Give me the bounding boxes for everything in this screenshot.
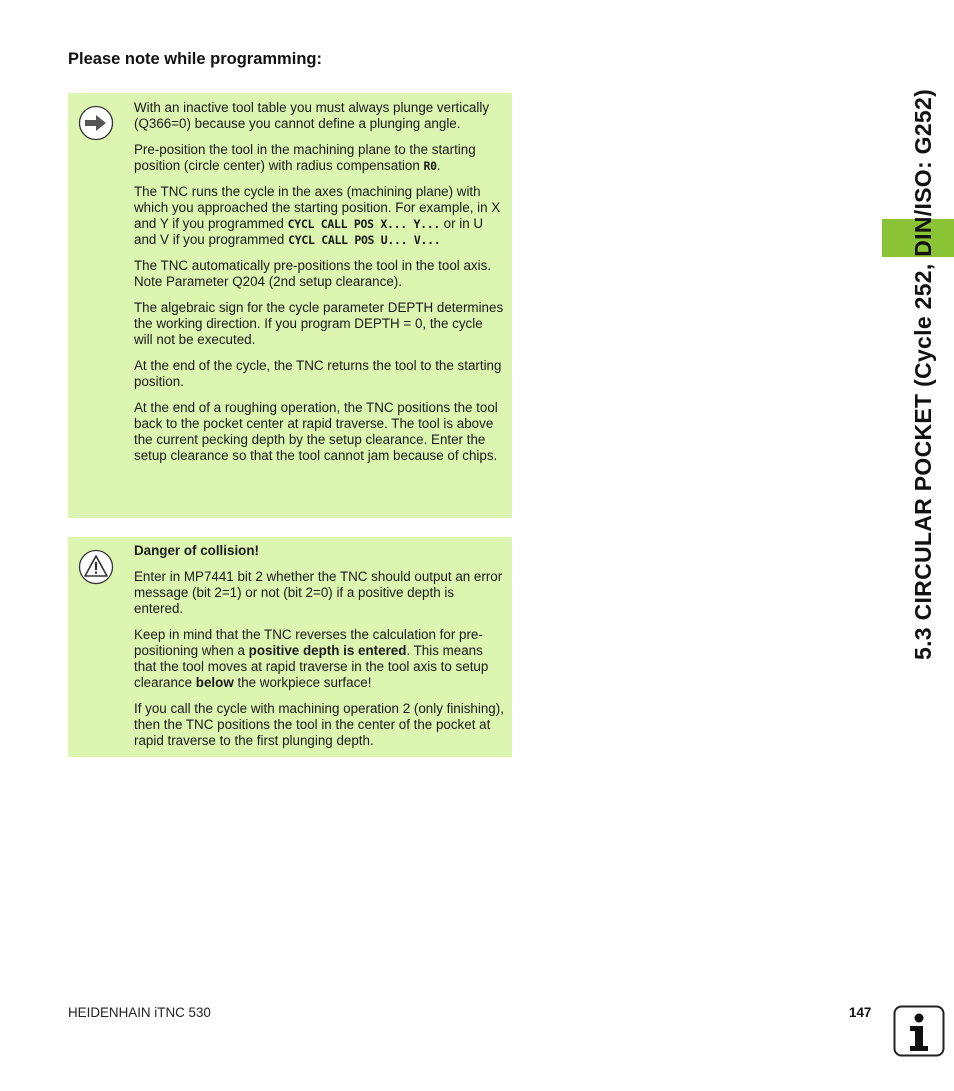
note-paragraph-7: At the end of a roughing operation, the TNC positions the tool back to the pocket center at rapid traverse. The tool is above the current pecking depth by the setup clearance. Enter the setup clearance so that the tool cannot jam because of chips.: [134, 400, 498, 463]
code-cycl-call-uv: CYCL CALL POS U... V...: [288, 233, 441, 247]
danger-title: Danger of collision!: [134, 543, 259, 558]
page-number: 147: [849, 1005, 872, 1020]
danger-text: [134, 543, 504, 759]
note-paragraph-3: The TNC runs the cycle in the axes (machining plane) with which you approached the starting position. For example, in X and Y if you programmed CYCL CALL POS X... Y... or in U and V if you programmed CYCL CALL POS U... V...: [134, 184, 501, 247]
danger-paragraph-3: If you call the cycle with machining operation 2 (only finishing), then the TNC positions the tool in the center of the pocket at rapid traverse to the first plunging depth.: [134, 701, 504, 748]
note-text: [134, 100, 504, 474]
danger-paragraph-2: Keep in mind that the TNC reverses the calculation for pre-positioning when a positive depth is entered. This means that the tool moves at rapid traverse in the tool axis to setup clearance below the workpiece surface!: [134, 627, 489, 690]
info-icon: [893, 1005, 945, 1057]
bold-below: below: [195, 675, 234, 690]
code-r0: R0: [423, 159, 437, 173]
code-cycl-call-xy: CYCL CALL POS X... Y...: [287, 217, 440, 231]
note-paragraph-2: Pre-position the tool in the machining plane to the starting position (circle center) with radius compensation R0.: [134, 142, 476, 173]
footer-product: HEIDENHAIN iTNC 530: [68, 1005, 211, 1020]
warning-triangle-icon: [78, 549, 114, 585]
danger-box: [68, 537, 512, 757]
note-box: [68, 93, 512, 518]
danger-paragraph-1: Enter in MP7441 bit 2 whether the TNC should output an error message (bit 2=1) or not (bit 2=0) if a positive depth is entered.: [134, 569, 503, 616]
note-paragraph-1: With an inactive tool table you must always plunge vertically (Q366=0) because you cannot define a plunging angle.: [134, 100, 490, 131]
bold-positive-depth: positive depth is entered: [248, 643, 407, 658]
section-heading: Please note while programming:: [68, 50, 322, 68]
note-paragraph-6: At the end of the cycle, the TNC returns the tool to the starting position.: [134, 358, 502, 389]
arrow-right-icon: [78, 105, 114, 141]
note-paragraph-5: The algebraic sign for the cycle parameter DEPTH determines the working direction. If you program DEPTH = 0, the cycle will not be executed.: [134, 300, 504, 347]
note-paragraph-4: The TNC automatically pre-positions the tool in the tool axis. Note Parameter Q204 (2nd setup clearance).: [134, 258, 492, 289]
chapter-title-vertical: 5.3 CIRCULAR POCKET (Cycle 252, DIN/ISO: G252): [910, 88, 936, 660]
